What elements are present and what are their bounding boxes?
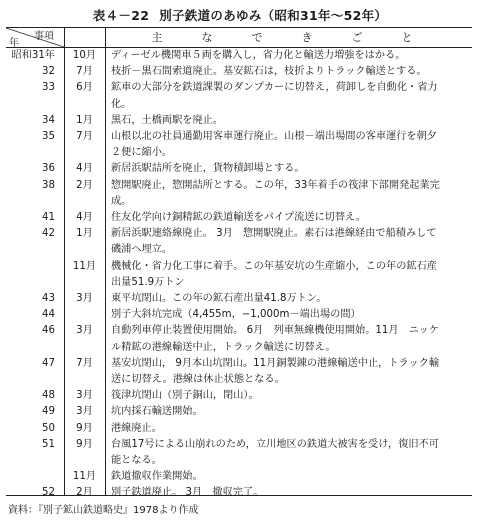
- event-text-line: 坑内採石輸送開始。: [111, 406, 203, 418]
- table-row: [6, 307, 472, 323]
- table-row: [6, 404, 472, 420]
- row-year: 36: [42, 163, 55, 175]
- header-year-item-cell: [6, 28, 65, 47]
- event-text-line: 鉱車の大部分を鉄道課製のダンプカーに切替え，荷卸しを自動化・省力: [111, 82, 438, 94]
- event-text-line: 枝折－黒石間索道廃止。基安鉱石は，枝折よりトラック輸送とする。: [111, 66, 427, 78]
- event-text-line: 黒石，土橋両駅を廃止。: [111, 114, 224, 126]
- event-text-line: ２便に縮小。: [111, 147, 173, 159]
- table-row: [6, 129, 472, 161]
- row-month: 2月: [76, 487, 93, 499]
- header-year-label: 年: [9, 38, 19, 47]
- row-month: 4月: [76, 212, 93, 224]
- row-year: 51: [42, 438, 55, 450]
- row-year: 42: [42, 228, 55, 240]
- event-text-line: 惣開駅廃止，惣開詰所とする。この年，33年着手の筏津下部開発起業完: [111, 179, 440, 191]
- row-month: [64, 307, 105, 323]
- table-row: [6, 421, 472, 437]
- row-event: [105, 178, 471, 210]
- table-caption: 別子鉄道のあゆみ（昭和31年～52年）: [159, 8, 388, 23]
- row-year: 34: [42, 114, 55, 126]
- table-row: [6, 437, 472, 469]
- event-text-line: 別子大斜坑完成（4,455m，−1,000m－端出場の間）: [111, 309, 361, 321]
- event-text-line: 港線廃止。: [111, 422, 162, 434]
- row-month: 1月: [76, 114, 93, 126]
- row-year: 47: [42, 357, 55, 369]
- row-month: 3月: [76, 390, 93, 402]
- event-text-line: 住友化学向け銅精鉱の鉄道輸送をパイプ流送に切替え。: [111, 212, 366, 224]
- table-row: [6, 210, 472, 226]
- row-month: 7月: [76, 131, 93, 143]
- event-text-line: 自動列車停止装置使用開始。 6月 列車無線機使用開始。11月 ニッケ: [111, 325, 439, 337]
- event-text-line: 基安坑閉山， 9月本山坑閉山。11月銅製錬の港線輸送中止，トラック輸: [111, 357, 440, 369]
- event-text-line: 能となる。: [111, 455, 162, 467]
- table-row: [6, 469, 472, 485]
- table-row: [6, 178, 472, 210]
- row-month: 3月: [76, 293, 93, 305]
- row-year: 41: [42, 212, 55, 224]
- table-row: [6, 161, 472, 177]
- table-row: [6, 388, 472, 404]
- row-month: 1月: [76, 228, 93, 240]
- event-text-line: 新居浜駅詰所を廃止，貨物積卸場とする。: [111, 163, 305, 175]
- row-event: [105, 437, 471, 469]
- event-text-line: 出量51.9万トン: [111, 276, 185, 288]
- row-year: 46: [42, 325, 55, 337]
- row-event: [105, 210, 471, 226]
- row-month: 3月: [76, 406, 93, 418]
- event-text-line: 磯浦へ埋立。: [111, 244, 173, 256]
- row-month: 9月: [76, 438, 93, 450]
- row-year: 49: [42, 406, 55, 418]
- table-row: [6, 226, 472, 258]
- row-event: [105, 226, 471, 258]
- row-year: 44: [42, 309, 55, 321]
- row-event: [105, 113, 471, 129]
- header-main-label: 主 な で き ご と: [151, 31, 427, 44]
- table-number: 表４－22: [92, 8, 150, 23]
- table-row: [6, 80, 472, 112]
- table-row: [6, 291, 472, 307]
- event-text-line: 送に切替え。港線は休止状態となる。: [111, 374, 285, 386]
- table-row: [6, 259, 472, 291]
- table-body: [6, 48, 472, 502]
- table-row: [6, 64, 472, 80]
- row-event: [105, 48, 471, 64]
- table-row: [6, 485, 472, 501]
- event-text-line: 山根以北の社員通勤用客車運行廃止。山根－端出場間の客車運行を朝夕: [111, 131, 437, 143]
- row-month: 11月: [72, 260, 97, 272]
- row-event: [105, 485, 471, 501]
- event-text-line: 筏津坑閉山（別子銅山，閉山）。: [111, 390, 259, 402]
- row-event: [105, 469, 471, 485]
- history-table: [6, 27, 472, 499]
- table-row: [6, 323, 472, 355]
- row-month: 9月: [76, 422, 93, 434]
- row-event: [105, 129, 471, 161]
- row-event: [105, 161, 471, 177]
- header-item-label: 事項: [34, 31, 54, 42]
- event-text-line: 台風17号による山崩れのため，立川地区の鉄道大被害を受け，復旧不可: [111, 438, 439, 450]
- row-month: 7月: [76, 357, 93, 369]
- row-month: 11月: [72, 471, 97, 483]
- event-text-line: 鉄道撤収作業開始。: [111, 471, 203, 483]
- row-event: [105, 388, 471, 404]
- table-row: [6, 48, 472, 64]
- row-event: [105, 404, 471, 420]
- row-year: 32: [42, 66, 55, 78]
- table-row: [6, 356, 472, 388]
- row-event: [105, 421, 471, 437]
- row-year: 43: [42, 293, 55, 305]
- row-month: 6月: [76, 82, 93, 94]
- row-year: 昭和31年: [11, 50, 55, 61]
- row-year: 48: [42, 390, 55, 402]
- row-month: 10月: [72, 50, 97, 61]
- event-text-line: 東平坑閉山。この年の鉱石産出量41.8万トン。: [111, 293, 327, 305]
- event-text-line: 別子鉄道廃止。 3月 撤収完了。: [111, 487, 264, 499]
- row-month: 3月: [76, 325, 93, 337]
- row-year: 52: [42, 487, 55, 499]
- row-year: [6, 469, 64, 485]
- row-event: [105, 307, 471, 323]
- source-note: 資料：『別子鉱山鉄道略史』1978より作成: [8, 505, 199, 516]
- row-month: 2月: [76, 179, 93, 191]
- event-text-line: 新居浜駅連絡線廃止。 3月 惣開駅廃止。素石は港線経由で船積みして: [111, 228, 437, 240]
- row-year: 33: [42, 82, 55, 94]
- table-header: [6, 28, 472, 48]
- row-event: [105, 291, 471, 307]
- row-year: 50: [42, 422, 55, 434]
- row-year: [6, 259, 64, 291]
- event-text-line: 成。: [111, 195, 132, 207]
- row-event: [105, 64, 471, 80]
- event-text-line: ディーゼル機関車５両を購入し，省力化と輸送力増強をはかる。: [111, 50, 406, 61]
- row-event: [105, 259, 471, 291]
- event-text-line: 化。: [111, 98, 132, 110]
- event-text-line: ル精鉱の港線輸送中止，トラック輸送に切替え。: [111, 341, 336, 353]
- table-row: [6, 113, 472, 129]
- row-event: [105, 80, 471, 112]
- row-month: 4月: [76, 163, 93, 175]
- row-month: 7月: [76, 66, 93, 78]
- row-year: 38: [42, 179, 55, 191]
- event-text-line: 機械化・省力化工事に着手。この年基安坑の生産縮小，この年の鉱石産: [111, 260, 437, 272]
- header-month-cell: [64, 28, 106, 47]
- row-event: [105, 356, 471, 388]
- row-year: 35: [42, 131, 55, 143]
- table-title: [0, 6, 480, 24]
- row-event: [105, 323, 471, 355]
